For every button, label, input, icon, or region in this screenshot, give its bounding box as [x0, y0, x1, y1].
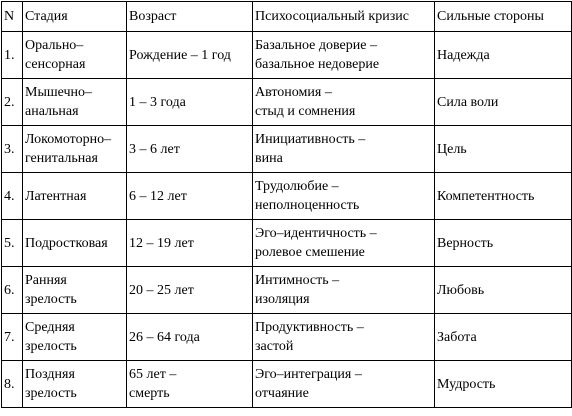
- header-num: N: [2, 2, 23, 32]
- table-row: [2, 361, 572, 408]
- cell-stage-line: Поздняя: [25, 367, 75, 382]
- cell-crisis-line: базальное недоверие: [255, 57, 380, 72]
- table-row: [2, 314, 572, 361]
- cell-stage: [23, 314, 127, 361]
- cell-age-line: 20 – 25 лет: [129, 282, 194, 298]
- cell-num: 3.: [2, 126, 23, 173]
- table-row: [2, 267, 572, 314]
- cell-stage: [23, 220, 127, 267]
- cell-strength: Мудрость: [435, 361, 572, 408]
- cell-strength: Цель: [435, 126, 572, 173]
- cell-crisis: [253, 314, 435, 361]
- cell-stage: [23, 361, 127, 408]
- cell-stage: [23, 32, 127, 79]
- cell-stage-line: зрелость: [25, 292, 77, 307]
- cell-crisis-line: отчаяние: [255, 386, 309, 401]
- cell-crisis-line: Трудолюбие –: [255, 179, 339, 194]
- cell-crisis-line: неполноценность: [255, 198, 360, 213]
- cell-crisis-line: стыд и сомнения: [255, 104, 356, 119]
- cell-strength: Верность: [435, 220, 572, 267]
- cell-crisis-line: Автономия –: [255, 85, 332, 100]
- cell-stage: [23, 126, 127, 173]
- cell-stage-line: Подростковая: [25, 235, 108, 251]
- cell-stage: [23, 173, 127, 220]
- table-header-row: [2, 2, 572, 32]
- cell-crisis: [253, 126, 435, 173]
- cell-crisis-line: застой: [255, 339, 294, 354]
- cell-crisis-line: изоляция: [255, 292, 310, 307]
- cell-strength: Забота: [435, 314, 572, 361]
- cell-age: [127, 32, 253, 79]
- cell-crisis-line: Эго–интеграция –: [255, 367, 362, 382]
- cell-crisis: [253, 267, 435, 314]
- cell-age-line: 12 – 19 лет: [129, 235, 194, 251]
- cell-age: [127, 173, 253, 220]
- header-stage: Стадия: [23, 2, 127, 32]
- cell-stage-line: Локомоторно–: [25, 132, 112, 147]
- cell-age: [127, 126, 253, 173]
- cell-stage-line: Латентная: [25, 188, 87, 204]
- cell-stage-line: Средняя: [25, 320, 75, 335]
- cell-stage: [23, 79, 127, 126]
- cell-crisis-line: Эго–идентичность –: [255, 226, 377, 241]
- cell-crisis: [253, 32, 435, 79]
- cell-stage-line: генитальная: [25, 151, 98, 166]
- cell-age: [127, 361, 253, 408]
- cell-num: 7.: [2, 314, 23, 361]
- cell-crisis-line: Базальное доверие –: [255, 38, 377, 53]
- cell-age-line: 6 – 12 лет: [129, 188, 187, 204]
- cell-age: [127, 267, 253, 314]
- cell-stage-line: зрелость: [25, 339, 77, 354]
- cell-crisis: [253, 173, 435, 220]
- cell-crisis-line: Продуктивность –: [255, 320, 364, 335]
- cell-num: 4.: [2, 173, 23, 220]
- cell-crisis: [253, 361, 435, 408]
- cell-num: 2.: [2, 79, 23, 126]
- header-age: Возраст: [127, 2, 253, 32]
- cell-strength: Сила воли: [435, 79, 572, 126]
- cell-num: 6.: [2, 267, 23, 314]
- cell-age-line: 3 – 6 лет: [129, 141, 180, 157]
- cell-strength: Надежда: [435, 32, 572, 79]
- cell-stage-line: Ранняя: [25, 273, 67, 288]
- table-row: [2, 220, 572, 267]
- cell-age-line: Рождение – 1 год: [129, 47, 231, 63]
- cell-num: 1.: [2, 32, 23, 79]
- cell-age: [127, 79, 253, 126]
- header-crisis: Психосоциальный кризис: [253, 2, 435, 32]
- cell-crisis-line: Инициативность –: [255, 132, 366, 147]
- cell-stage: [23, 267, 127, 314]
- cell-age: [127, 220, 253, 267]
- table-body: [2, 32, 572, 408]
- header-strength: Сильные стороны: [435, 2, 572, 32]
- cell-crisis-line: Интимность –: [255, 273, 340, 288]
- cell-crisis: [253, 79, 435, 126]
- cell-stage-line: Мышечно–: [25, 85, 93, 100]
- cell-strength: Любовь: [435, 267, 572, 314]
- stages-table: [1, 1, 572, 408]
- cell-age-line: 26 – 64 года: [129, 329, 200, 345]
- table-row: [2, 32, 572, 79]
- cell-stage-line: сенсорная: [25, 57, 86, 72]
- cell-age-line: смерть: [129, 386, 170, 401]
- cell-age-line: 65 лет –: [129, 367, 177, 382]
- cell-num: 8.: [2, 361, 23, 408]
- cell-crisis-line: вина: [255, 151, 283, 166]
- cell-stage-line: зрелость: [25, 386, 77, 401]
- cell-age: [127, 314, 253, 361]
- table-row: [2, 79, 572, 126]
- cell-crisis-line: ролевое смешение: [255, 245, 365, 260]
- table-row: [2, 126, 572, 173]
- cell-crisis: [253, 220, 435, 267]
- cell-stage-line: Орально–: [25, 38, 84, 53]
- cell-age-line: 1 – 3 года: [129, 94, 186, 110]
- cell-strength: Компетентность: [435, 173, 572, 220]
- cell-num: 5.: [2, 220, 23, 267]
- cell-stage-line: анальная: [25, 104, 79, 119]
- table-row: [2, 173, 572, 220]
